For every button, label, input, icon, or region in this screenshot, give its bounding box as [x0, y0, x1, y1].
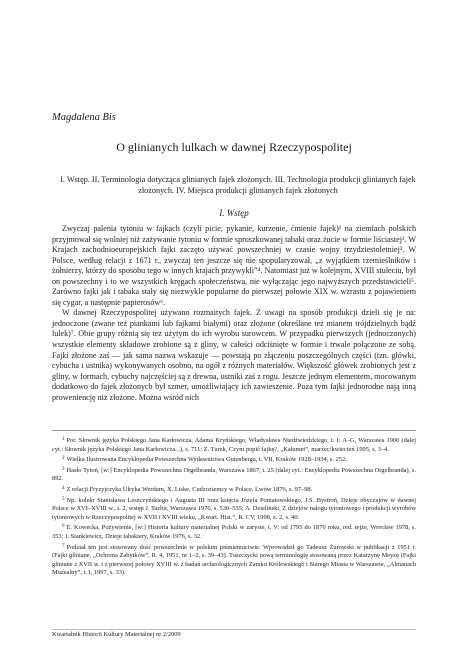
- footnote: $^1$ Por. Słownik języka Polskiego Jana Karłowicza, Adama Kryńskiego, Władysława Niedźwiedzkiego, t. I: A–G, Warszawa 1900 (dalej cyt.: Słownik języka Polskiego Jana Karłowicza...), s. 711; Z. Turek, Czym popić fajkę?, „Kalumet”, marzec/kwiecień 1995, s. 3–4.: [52, 437, 416, 453]
- author-name: Magdalena Bis: [52, 112, 116, 123]
- footnote: $^7$ Podział ten jest stosowany dość powszechnie w polskim piśmiennictwie. Wprowadził go Tadeusz Żurowski w publikacji z 1951 r. (Fajki gliniane, „Ochrona Zabytków”, R. 4, 1951, nr 1–2, s. 39–43). Tuszczycki nową terminologię stosowaną przez Katarzynę Meyzę (Fajki gliniane z XVII w. i z pierwszej połowy XVIII w. z badań archeologicznych Zamku Królewskiego i Starego Miasta w Warszawie, „Almanach Muzealny”, t. I, 1997, s. 33).: [52, 543, 416, 577]
- footnote: $^3$ Hasło Tytoń, [w:] Encyklopedia Powszechna Orgelbranda, Warszawa 1867, t. 25 (dalej cyt.: Encyklopedia Powszechna Orgelbranda), s. 892.: [52, 466, 416, 483]
- table-of-contents: I. Wstęp. II. Terminologia dotycząca glinianych fajek złożonych. III. Technologia produkcji glinianych fajek złożonych. IV. Miejsca produkcji glinianych fajek złożonych: [60, 175, 416, 195]
- section-heading: I. Wstęp: [219, 208, 249, 218]
- footnote-divider: [52, 430, 416, 431]
- body-text: [52, 224, 416, 403]
- footer-divider: [52, 629, 416, 630]
- journal-footer: Kwartalnik Historii Kultury Materialnej nr 2/2009: [52, 631, 181, 638]
- article-title: O glinianych lulkach w dawnej Rzeczypospolitej: [116, 140, 352, 154]
- footnote: $^4$ Z relacji Fryzyjczyka Ulryka Werdum, X. Liske, Cudzoziemcy w Polsce, Lwów 1876, s. 97–98.: [62, 485, 313, 493]
- footnotes: [52, 436, 416, 579]
- footnote: $^6$ E. Kowecka, Pożywienie, [w:] Historia kultury materialnej Polski w zarysie, t. V: od 1795 do 1870 roku, red. tejże, Wrocław 1978, s. 353; J. Stankiewicz, Dzieje tabakiery, Kraków 1976, s. 32.: [52, 524, 416, 540]
- paragraph: Zwyczaj palenia tytoniu w fajkach (czyli picie, pykanie, kurzenie, ćmienie fajek)¹ na ziemiach polskich przyjmował się wolniej niż zażywanie tytoniu w formie sproszkowanej tabaki oraz żucie w formie liściastej². W Krajach zachodnioeuropejskich fajki zaczęto używać powszechniej w czasie wojny trzydziestoletniej³. W Polsce, według relacji z 1671 r., zwyczaj ten jeszcze się nie spopularyzował, „z wyjątkiem rzemieślników i żołnierzy, którzy do sposobu tego w innych krajach przywykli”⁴. Natomiast już w kolejnym, XVIII stuleciu, był on powszechny i to we wszystkich kręgach społeczeństwa, nie wyłączając jego najwyższych przedstawicieli⁵. Zarówno fajki jak i tabaka stały się niezwykle popularne do pierwszej połowie XIX w. wzrastu z pojawieniem się cygar, a następnie papierosów⁶.: [52, 224, 416, 307]
- footnote: $^5$ Np. kolekr Stanisława Leszczyńskiego i Augusta III oraz księcia Józefa Poniatowskiego, J.S. Bystroń, Dzieje obyczajów w dawnej Polsce w XVI–XVIII w., t. 2, wstęp J. Tazbir, Warszawa 1976, s. 530–535; A. Dzieliński, Z dziejów nałogu tytoniowego i produkcji wyrobów tytoniowych w Rzeczypospolitej w XVII i XVIII wieku, „Kwart. Hist.”, R. CV, 1998, z. 2, s. 40.: [52, 496, 416, 521]
- paragraph: W dawnej Rzeczypospolitej używano rozmaitych fajek. Z uwagi na sposób produkcji dzieli się je na: jednoczone (zwane też piankami lub fajkami białymi) oraz złożone (określane też mianem trójdzielnych bądź lulek)⁷. Obie grupy różnią się też użytym do ich wyrobu surowcem. W przypadku pierwszych (jednoczonych) wszystkie elementy składowe zrobione są z gliny, w całości odciśnięte w formie i trwale połączone ze sobą. Fajki złożone zaś — jak sama nazwa wskazuje — powstają po złączeniu poszczególnych części (tzn. główki, cybucha i ustnika) wykonywanych osobno, na ogół z różnych materiałów. Większość główek zrobionych jest z gliny, w formach, cybuchy najczęściej są z drewna, ustniki zaś z rogu. Jeszcze jednym elementem, mocowanym dodatkowo do fajek złożonych był szmer, umożliwiający ich zawieszenie. Poza tym fajki jednorodne nają inną proweniencję niż złożone. Można wśród nich: [52, 308, 416, 402]
- footnote: $^2$ Wielka Ilustrowana Encyklopedia Powszechna Wydawnictwa Gutenberga, t. VII, Kraków 1928–1934, s. 252.: [62, 456, 347, 464]
